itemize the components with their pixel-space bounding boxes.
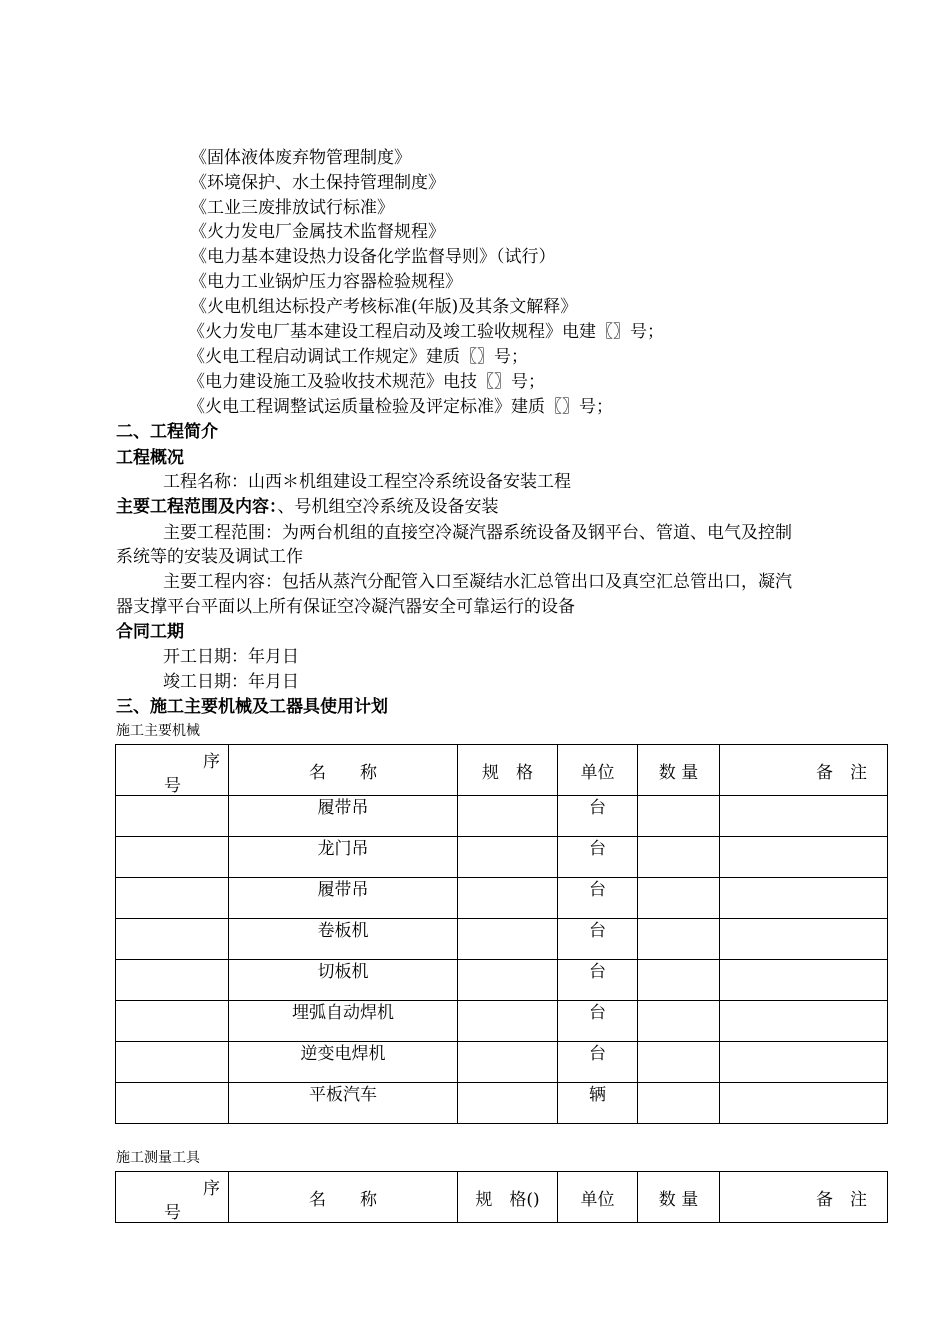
- header-spec: 规 格: [458, 745, 558, 796]
- reference-item: 《火力发电厂基本建设工程启动及竣工验收规程》电建〖〗号；: [188, 322, 664, 342]
- table-row: 卷板机 台: [116, 919, 888, 960]
- table-caption: 施工测量工具: [116, 1150, 200, 1166]
- header-qty: 数 量: [638, 1172, 720, 1223]
- start-date: 开工日期：年月日: [163, 647, 299, 667]
- header-name: 名 称: [229, 1172, 458, 1223]
- reference-item: 《环境保护、水土保持管理制度》: [190, 173, 445, 193]
- header-seq: 序 号: [116, 1172, 229, 1223]
- table-row: 履带吊 台: [116, 796, 888, 837]
- content-paragraph-line: 器支撑平台平面以上所有保证空冷凝汽器安全可靠运行的设备: [116, 597, 575, 617]
- reference-item: 《火力发电厂金属技术监督规程》: [190, 222, 445, 242]
- measure-table: [115, 1171, 888, 1223]
- header-unit: 单位: [558, 1172, 638, 1223]
- scope-value: 、号机组空冷系统及设备安装: [277, 497, 499, 517]
- table-header-row: [116, 1172, 888, 1223]
- reference-item: 《工业三废排放试行标准》: [190, 198, 394, 218]
- header-note: 备 注: [720, 1172, 888, 1223]
- scope-line: [116, 495, 499, 519]
- table-row: 切板机 台: [116, 960, 888, 1001]
- reference-item: 《电力工业锅炉压力容器检验规程》: [190, 272, 462, 292]
- section-heading: 三、施工主要机械及工器具使用计划: [116, 697, 388, 717]
- table-row: 逆变电焊机 台: [116, 1042, 888, 1083]
- table-row: 履带吊 台: [116, 878, 888, 919]
- reference-item: 《火电工程调整试运质量检验及评定标准》建质〖〗号；: [188, 397, 613, 417]
- machinery-table: [115, 744, 888, 1124]
- reference-item: 《火电机组达标投产考核标准(年版)及其条文解释》: [190, 297, 578, 317]
- table-row: 埋弧自动焊机 台: [116, 1001, 888, 1042]
- section-heading: 二、工程简介: [116, 422, 218, 442]
- table-header-row: [116, 745, 888, 796]
- header-name: 名 称: [229, 745, 458, 796]
- scope-paragraph-line: 系统等的安装及调试工作: [116, 547, 303, 567]
- scope-paragraph-line: 主要工程范围：为两台机组的直接空冷凝汽器系统设备及钢平台、管道、电气及控制: [163, 523, 792, 543]
- table-row: 平板汽车 辆: [116, 1083, 888, 1124]
- project-name: 工程名称：山西＊机组建设工程空冷系统设备安装工程: [163, 472, 571, 492]
- header-qty: 数 量: [638, 745, 720, 796]
- subsection-heading: 工程概况: [116, 448, 184, 468]
- reference-item: 《固体液体废弃物管理制度》: [190, 148, 411, 168]
- table-caption: 施工主要机械: [116, 723, 200, 739]
- reference-item: 《电力建设施工及验收技术规范》电技〖〗号；: [188, 372, 545, 392]
- scope-heading: 主要工程范围及内容：: [116, 497, 278, 517]
- reference-item: 《火电工程启动调试工作规定》建质〖〗号；: [188, 347, 528, 367]
- table-row: 龙门吊 台: [116, 837, 888, 878]
- subsection-heading: 合同工期: [116, 622, 184, 642]
- content-paragraph-line: 主要工程内容：包括从蒸汽分配管入口至凝结水汇总管出口及真空汇总管出口，凝汽: [163, 572, 792, 592]
- header-seq: 序 号: [116, 745, 229, 796]
- header-note: 备 注: [720, 745, 888, 796]
- header-spec: 规 格(): [458, 1172, 558, 1223]
- end-date: 竣工日期：年月日: [163, 672, 299, 692]
- header-unit: 单位: [558, 745, 638, 796]
- reference-item: 《电力基本建设热力设备化学监督导则》（试行）: [190, 247, 556, 267]
